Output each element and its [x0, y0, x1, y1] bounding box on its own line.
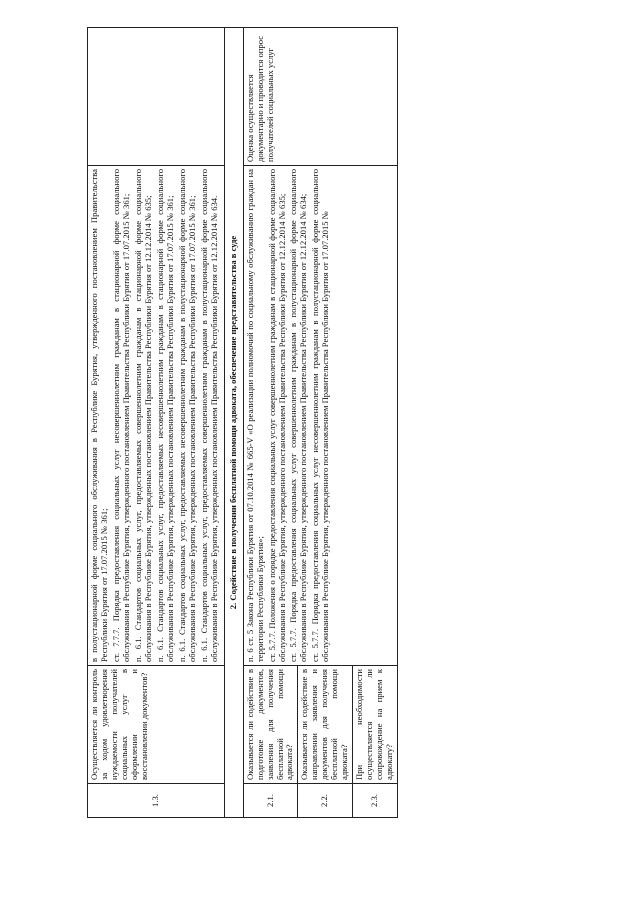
legal-basis-item: в полустационарной форме социального обслуживания в Республике Бурятия, утвержденного постановлением Правительства Республики Бурятия от 17.07.2015 № 361;	[89, 169, 109, 662]
legal-basis-item: ст. 5.7.7. Порядка предоставления социальных услуг совершеннолетним гражданам в полустационарной форме социального обслуживания в Республике Бурятия, утвержденного постановлением Правительства Республики Бурятия от 12.12.2014 № 634;	[288, 169, 309, 662]
question-cell: Оказывается ли содействие в подготовке документов, заявления для получения бесплатной помощи адвоката?	[243, 666, 298, 784]
table-row	[88, 28, 225, 818]
legal-basis-item: п. 6 ст. 5 Закона Республики Бурятия от 07.10.2014 № 665-V «О реализации полномочий по социальному обслуживанию граждан на территории Республики Бурятия»;	[244, 169, 265, 662]
rotated-table-container	[87, 28, 557, 818]
legal-basis-item: п. 6.1. Стандартов социальных услуг, предоставляемых совершеннолетним гражданам в полустационарной форме социального обслуживания в Республике Бурятия, утвержденных постановлением Правительства Республики Бурятия от 12.12.2014 № 634.	[198, 169, 219, 662]
row-number: 2.1.	[243, 784, 298, 818]
legal-basis-cell	[88, 166, 225, 666]
legal-basis-item: ст. 7.7.7. Порядка предоставления социальных услуг несовершеннолетним гражданам в стационарной форме социального обслуживания в Республике Бурятия, утвержденного постановлением Правительства Республики Бурятия от 17.07.2015 № 361;	[110, 169, 131, 662]
legal-basis-item: п. 6.1. Стандартов социальных услуг, предоставляемых совершеннолетним гражданам в стационарной форме социального обслуживания в Республике Бурятия, утвержденных постановлением Правительства Республики Бурятия от 12.12.2014 № 635;	[132, 169, 153, 662]
question-cell: Осуществляется ли контроль за ходом удовлетворения нуждаемости получателей социальных услуг в оформлении и восстановлении документов?	[88, 666, 225, 784]
section-header-row	[224, 28, 243, 818]
method-cell	[88, 28, 225, 166]
table-row	[243, 28, 298, 818]
inspection-checklist-table	[87, 27, 398, 818]
row-number: 2.2.	[298, 784, 353, 818]
legal-basis-item: ст. 5.7.7. Порядка предоставления социальных услуг несовершеннолетним гражданам в полустационарной форме социального обслуживания в Республике Бурятия, утвержденного постановлением Правительства Республики Бурятия от 17.07.2015 №	[310, 169, 331, 662]
document-page	[87, 28, 640, 807]
method-cell: Оценка осуществляется документарно и проводится опрос получателей социальных услуг	[243, 28, 398, 166]
question-cell: Оказывается ли содействие в направлении заявления и документов для получения бесплатной помощи адвоката?	[298, 666, 353, 784]
legal-basis-item: п. 6.1. Стандартов социальных услуг, предоставляемых несовершеннолетним гражданам в стационарной форме социального обслуживания в Республике Бурятия, утвержденных постановлением Правительства Республики Бурятия от 17.07.2015 № 361;	[154, 169, 175, 662]
question-cell: При необходимости осуществляется ли сопровождение на прием к адвокату?	[353, 666, 398, 784]
row-number: 2.3.	[353, 784, 398, 818]
section-title: 2. Содействие в получении бесплатной помощи адвоката, обеспечение представительства в суде	[224, 28, 243, 818]
legal-basis-item: п. 6.1. Стандартов социальных услуг, предоставляемых несовершеннолетним гражданам в полустационарной форме социального обслуживания в Республике Бурятия, утвержденных постановлением Правительства Республики Бурятия от 17.07.2015 № 361;	[176, 169, 197, 662]
legal-basis-cell	[243, 166, 398, 666]
row-number: 1.3.	[88, 784, 225, 818]
legal-basis-item: ст. 5.7.7. Положения о порядке предоставления социальных услуг совершеннолетним гражданам в стационарной форме социального обслуживания в Республике Бурятия, утвержденного постановлением Правительства Республики Бурятия от 12.12.2014 № 635;	[266, 169, 287, 662]
